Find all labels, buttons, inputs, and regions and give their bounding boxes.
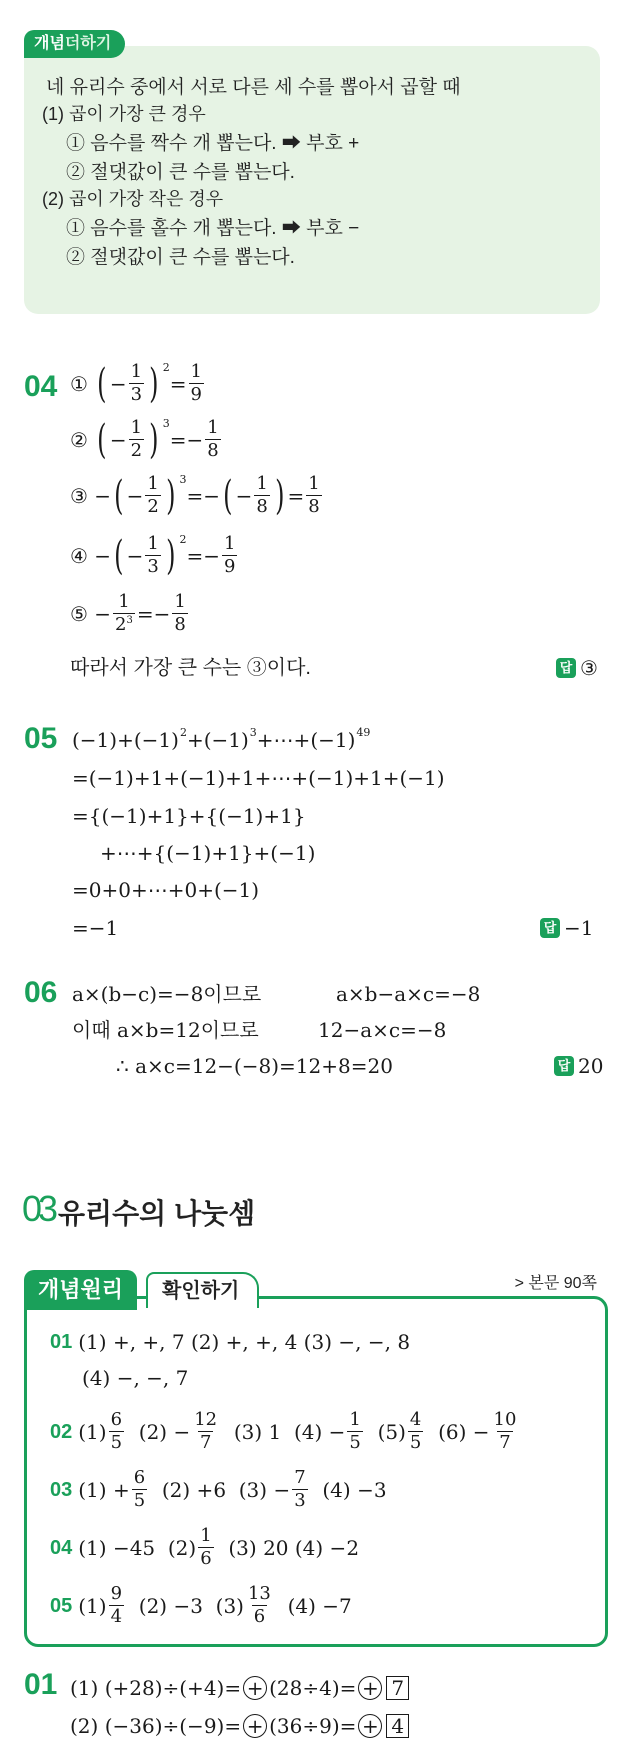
answer-badge: 답 [556, 658, 576, 678]
concept-box [24, 46, 600, 314]
p01-line-2b: (36÷9)= [269, 1714, 357, 1738]
p05-answer-value: −1 [564, 916, 594, 940]
plus-circle-icon: + [358, 1714, 382, 1738]
principle-row-01b: (4) −, −, 7 [82, 1366, 189, 1390]
p01-answer-box-2: 4 [386, 1714, 409, 1738]
p05-line-4: +⋯+{(−1)+1}+(−1) [100, 841, 316, 865]
p04-answer-value: ③ [580, 656, 598, 680]
p05-exp-2: 2 [179, 725, 187, 739]
concept-case2-title: (2) 곱이 가장 작은 경우 [42, 189, 224, 209]
principle-row-04-3: (3) 20 (4) −2 [228, 1535, 360, 1560]
p06-line-2a: 이때 a×b=12이므로 [72, 1018, 259, 1042]
p05-exp-49: 49 [356, 725, 371, 739]
plus-circle-icon: + [243, 1714, 267, 1738]
p05-answer [540, 916, 593, 940]
p01-line-1 [70, 1676, 409, 1700]
answer-badge: 답 [554, 1056, 574, 1076]
concept-case1-a: ① 음수를 짝수 개 뽑는다. ➡ 부호 + [66, 133, 360, 154]
concept-case2-b: ② 절댓값이 큰 수를 뽑는다. [66, 247, 295, 268]
problem-05-number: 05 [24, 722, 58, 755]
p06-line-1b: a×b−a×c=−8 [336, 982, 481, 1006]
p01-line-2 [70, 1714, 409, 1738]
principle-page-ref: > 본문 90쪽 [514, 1275, 597, 1292]
p05-exp-3: 3 [249, 725, 257, 739]
p01-line-2a: (2) (−36)÷(−9)= [70, 1714, 242, 1738]
p05-line-6: =−1 [72, 916, 119, 940]
p01-line-1a: (1) (+28)÷(+4)= [70, 1676, 242, 1700]
p05-line-3: ={(−1)+1}+{(−1)+1} [72, 804, 306, 828]
principle-row-05: 05 (1) $\frac{9}{4}$ (2) −3 (3) $\frac{13}{6}$ (4) −7 [50, 1583, 352, 1627]
concept-tag-label-1: 개념 [34, 35, 65, 52]
principle-row-03-4: (4) −3 [322, 1477, 387, 1502]
principle-row-03: 03 (1) + $\frac{6}{5}$ (2) +6 (3) − $\frac{7}{3}$ (4) −3 [50, 1467, 387, 1511]
principle-row-04-1: (1) −45 [78, 1535, 156, 1560]
principle-row-05-2: (2) −3 [138, 1593, 203, 1618]
p06-answer [554, 1054, 603, 1078]
principle-row-05-4: (4) −7 [287, 1593, 352, 1618]
p04-conclusion: 따라서 가장 큰 수는 ③이다. [70, 657, 311, 679]
principle-tab-label: 개념원리 [24, 1270, 137, 1310]
concept-intro: 네 유리수 중에서 서로 다른 세 수를 뽑아서 곱할 때 [46, 77, 461, 98]
p04-line-4: ④ − ( − $\frac{1}{3}$ ) 2 =− $\frac{1}{9}$ [70, 532, 236, 579]
answer-badge: 답 [540, 918, 560, 938]
p04-answer [556, 656, 598, 680]
section-title: 유리수의 나눗셈 [58, 1198, 256, 1229]
plus-circle-icon: + [243, 1676, 267, 1700]
p05-line-5: =0+0+⋯+0+(−1) [72, 878, 260, 902]
concept-case1-title: (1) 곱이 가장 큰 경우 [42, 104, 206, 124]
problem-04-number: 04 [24, 370, 58, 403]
p05-line-1: (−1)+(−1) 2 +(−1) 3 +⋯+(−1) 49 [72, 725, 371, 752]
p06-line-2b: 12−a×c=−8 [318, 1018, 447, 1042]
concept-case2-a: ① 음수를 홀수 개 뽑는다. ➡ 부호 − [66, 218, 360, 239]
p06-line-3: ∴ a×c=12−(−8)=12+8=20 [116, 1054, 393, 1078]
p01-line-1b: (28÷4)= [269, 1676, 357, 1700]
p04-line-1: ① ( − $\frac{1}{3}$ ) 2 = $\frac{1}{9}$ [70, 360, 202, 407]
p04-line-5: ⑤ − $\frac{1}{2^3}$ =− $\frac{1}{8}$ [70, 591, 186, 635]
principle-row-01-text: (1) +, +, 7 (2) +, +, 4 (3) −, −, 8 [78, 1330, 411, 1354]
section-number: 03 [22, 1188, 55, 1229]
p06-answer-value: 20 [578, 1054, 604, 1078]
concept-tag [24, 30, 125, 58]
p04-line-3: ③ − ( − $\frac{1}{2}$ ) 3 =− ( − $\frac{1}{8}$ ) = $\frac{1}{8}$ [70, 472, 320, 519]
p05-line-2: =(−1)+1+(−1)+1+⋯+(−1)+1+(−1) [72, 766, 445, 790]
principle-row-01: 01 (1) +, +, 7 (2) +, +, 4 (3) −, −, 8 [50, 1330, 411, 1354]
p01-answer-box-1: 7 [386, 1676, 409, 1700]
plus-circle-icon: + [358, 1676, 382, 1700]
problem-01-number: 01 [24, 1668, 58, 1701]
concept-tag-label-2: 더하기 [64, 35, 112, 52]
p04-line-2: ② ( − $\frac{1}{2}$ ) 3 =− $\frac{1}{8}$ [70, 416, 219, 463]
p06-line-1a: a×(b−c)=−8이므로 [72, 982, 262, 1006]
principle-tab-sublabel: 확인하기 [146, 1272, 259, 1308]
principle-row-02: 02 (1) $\frac{6}{5}$ (2) − $\frac{12}{7}$ (3) 1 (4) − $\frac{1}{5}$ (5) $\frac{4}{5}$ (6) − $\frac{10}{7}$ [50, 1409, 517, 1453]
problem-06-number: 06 [24, 976, 58, 1009]
concept-case1-b: ② 절댓값이 큰 수를 뽑는다. [66, 162, 295, 183]
principle-row-04: 04 (1) −45 (2) $\frac{1}{6}$ (3) 20 (4) −2 [50, 1525, 360, 1569]
